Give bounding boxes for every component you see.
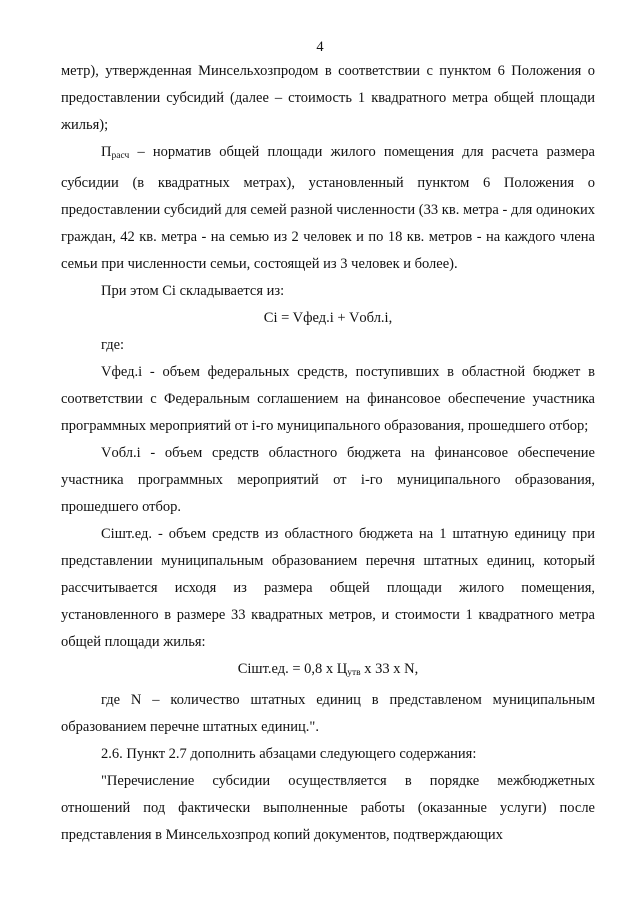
term-p-subscript: расч (111, 151, 130, 161)
paragraph-continuation: метр), утвержденная Минсельхозпродом в соответствии с пунктом 6 Положения о предоставлении субсидий (далее – стоимость 1 квадратного метра общей площади жилья); (61, 63, 595, 133)
paragraph-punkt-2-6: 2.6. Пункт 2.7 дополнить абзацами следующего содержания: (101, 746, 477, 762)
formula-ci: Ci = Vфед.i + Vобл.i, (263, 310, 393, 326)
formula-cisht-pre: Ciшт.ед. = 0,8 х Ц (237, 661, 348, 677)
paragraph-ci-intro: При этом Ci складывается из: (101, 283, 285, 299)
page-number: 4 (316, 39, 324, 55)
term-p: П (101, 144, 112, 160)
document-body (61, 58, 595, 849)
formula-cisht (61, 656, 595, 687)
paragraph-vobl: Vобл.i - объем средств областного бюджета на финансовое обеспечение участника программных мероприятий от i-го муниципального образования, прошедшего отбор. (61, 445, 595, 515)
paragraph-gde-n: где N – количество штатных единиц в представленом муниципальным образованием перечне штатных единиц.". (61, 692, 595, 735)
paragraph-gde: где: (101, 337, 125, 353)
paragraph-p-rasch (61, 139, 595, 278)
formula-cisht-subscript: утв (347, 668, 361, 678)
paragraph-cisht: Ciшт.ед. - объем средств из областного бюджета на 1 штатную единицу при представлении муниципальным образованием перечня штатных единиц, который рассчитывается исходя из размера общей площади жилого помещения, установленного в размере 33 квадратных метров, и стоимости 1 квадратного метра общей площади жилья: (61, 526, 595, 650)
paragraph-vfed: Vфед.i - объем федеральных средств, поступивших в областной бюджет в соответствии с Федеральным соглашением на финансовое обеспечение участника программных мероприятий от i-го муниципального образования, прошедшего отбор; (61, 364, 595, 434)
formula-cisht-post: х 33 х N, (360, 661, 419, 677)
paragraph-perechislenie: "Перечисление субсидии осуществляется в порядке межбюджетных отношений под фактически выполненные работы (оказанные услуги) после представления в Минсельхозпрод копий документов, подтверждающих (61, 773, 595, 843)
paragraph-p-rasch-text: – норматив общей площади жилого помещения для расчета размера субсидии (в квадратных метрах), установленный пунктом 6 Положения о предоставлении субсидий для семей разной численности (33 кв. метра - для одиноких граждан, 42 кв. метра - на семью из 2 человек и по 18 кв. метров - на каждого члена семьи при численности семьи, состоящей из 3 человек и более). (61, 144, 595, 272)
